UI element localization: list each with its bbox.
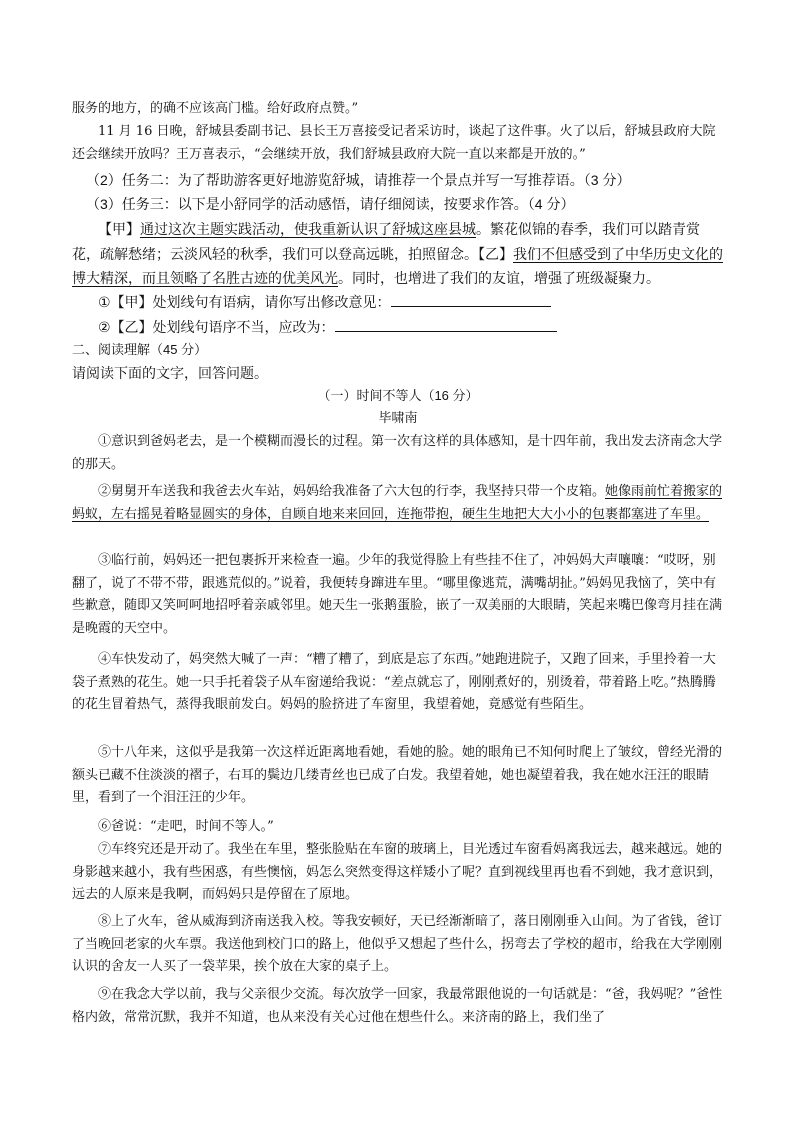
jia-marker: 【甲】 [98, 221, 140, 237]
article-paragraph-8: ⑧上了火车，爸从威海到济南送我入校。等我安顿好，天已经渐渐暗了，落日刚刚垂入山间。为了省钱，爸订了当晚回老家的火车票。我送他到校门口的路上，他似乎又想起了些什么，拐弯去了学校的超市，给我在大学刚刚认识的舍友一人买了一袋苹果，挨个放在大家的桌子上。 [72, 914, 723, 975]
passage-middle: 。繁花似锦的春季，我们可以踏青赏花，疏解愁绪；云淡风轻的秋季，我们可以登高远眺，拍照留念。 [72, 221, 700, 262]
question-1 [72, 290, 724, 315]
paragraph-2-start: ②舅舅开车送我和我爸去火车站，妈妈给我准备了六大包的行李，我坚持只带一个皮箱。 [98, 484, 606, 499]
paragraph-top-line: 服务的地方，的确不应该高门槛。给好政府点赞。” [72, 101, 359, 116]
paragraph-news: 11 月 16 日晚，舒城县委副书记、县长王万喜接受记者采访时，谈起了这件事。火了以后，舒城县政府大院还会继续开放吗？王万喜表示，“会继续开放，我们舒城县政府大院一直以来都是开放的。” [72, 124, 716, 162]
article-author: 毕啸南 [378, 411, 418, 426]
article-paragraph-3: ③临行前，妈妈还一把包裹拆开来检查一遍。少年的我觉得脸上有些挂不住了，冲妈妈大声嚷嚷：“哎呀，别翻了，说了不带不带，跟逃荒似的。”说着，我便转身蹿进车里。“哪里像逃荒，满嘴胡扯。”妈妈见我恼了，笑中有些歉意，随即又笑呵呵地招呼着亲戚邻里。她天生一张鹅蛋脸，嵌了一双美丽的大眼睛，笑起来嘴巴像弯月挂在满是晚霞的天空中。 [72, 553, 723, 636]
question-1-text: ①【甲】处划线句有语病，请你写出修改意见： [98, 294, 391, 310]
question-2 [72, 315, 724, 340]
article-paragraph-5: ⑤十八年来，这似乎是我第一次这样近距离地看她，看她的脸。她的眼角已不知何时爬上了皱纹，曾经光滑的额头已藏不住淡淡的褶子，右耳的鬓边几缕青丝也已成了白发。我望着她，她也凝望着我，我在她水汪汪的眼睛里，看到了一个泪汪汪的少年。 [72, 745, 723, 806]
task-3 [72, 192, 724, 217]
section-instruction: 请阅读下面的文字，回答问题。 [72, 365, 268, 381]
yi-marker: 【乙】 [478, 245, 513, 262]
article-title: （一）时间不等人（16 分） [317, 388, 479, 403]
paragraph-2-underlined: 她像雨前忙着搬家的蚂蚁，左右摇晃着略显圆实的身体，自顾自地来来回回，连拖带抱，硬生生地把大大小小的包裹都塞进了车里。 [72, 484, 723, 522]
task-2 [72, 168, 724, 193]
article-paragraph-1: ①意识到爸妈老去，是一个模糊而漫长的过程。第一次有这样的具体感知，是十四年前，我出发去济南念大学的那天。 [72, 434, 723, 472]
section-heading: 二、阅读理解（45 分） [72, 342, 208, 357]
task-3-text: （3）任务三：以下是小舒同学的活动感悟，请仔细阅读，按要求作答。（4 分） [86, 196, 575, 212]
article-paragraph-6: ⑥爸说：“走吧，时间不等人。” [98, 819, 274, 834]
passage-end: 。同时，也增进了我们的友谊，增强了班级凝聚力。 [338, 270, 660, 286]
yi-underlined-sentence: 我们不但感受到了中华历史文化的博大精深，而且领略了名胜古迹的优美风光 [72, 245, 723, 286]
jia-underlined-sentence: 通过这次主题实践活动，使我重新认识了舒城这座县城 [140, 221, 476, 237]
article-paragraph-4: ④车快发动了，妈突然大喊了一声：“糟了糟了，到底是忘了东西。”她跑进院子，又跑了回来，手里拎着一大袋子煮熟的花生。她一只手托着袋子从车窗递给我说：“差点就忘了，刚刚煮好的，别烫着，带着路上吃。”热腾腾的花生冒着热气，蒸得我眼前发白。妈妈的脸挤进了车窗里，我望着她，竟感觉有些陌生。 [72, 652, 716, 713]
question-2-text: ②【乙】处划线句语序不当，应改为： [98, 319, 335, 335]
article-paragraph-2 [72, 481, 724, 526]
answer-blank-1[interactable] [391, 291, 551, 307]
answer-blank-2[interactable] [335, 316, 557, 332]
task-2-text: （2）任务二：为了帮助游客更好地游览舒城，请推荐一个景点并写一写推荐语。（3 分） [86, 172, 631, 188]
reflection-passage [72, 217, 724, 291]
article-paragraph-9: ⑨在我念大学以前，我与父亲很少交流。每次放学一回家，我最常跟他说的一句话就是：“爸，我妈呢？”爸性格内敛，常常沉默，我并不知道，也从来没有关心过他在想些什么。来济南的路上，我们坐了 [72, 987, 723, 1025]
article-paragraph-7: ⑦车终究还是开动了。我坐在车里，整张脸贴在车窗的玻璃上，目光透过车窗看妈离我远去，越来越远。她的身影越来越小，我有些困惑，有些懊恼，妈怎么突然变得这样矮小了呢？直到视线里再也看不到她，我才意识到，远去的人原来是我啊，而妈妈只是停留在了原地。 [72, 842, 723, 903]
